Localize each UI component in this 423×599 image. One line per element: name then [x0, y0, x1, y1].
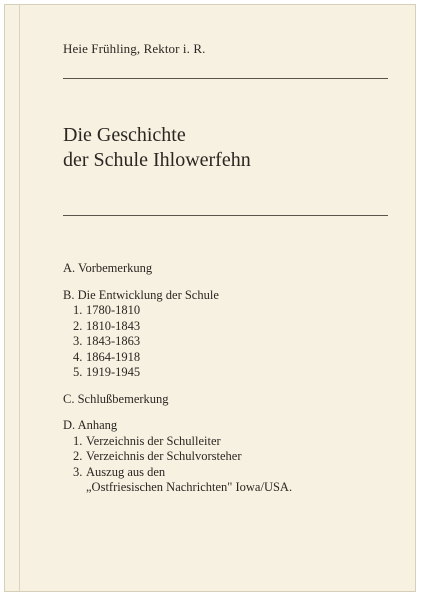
toc-item-text: Verzeichnis der Schulleiter — [86, 433, 221, 448]
toc-section-label: C. Schlußbemerkung — [63, 391, 169, 406]
toc-item-text: 1810-1843 — [86, 318, 141, 333]
toc-item-text: Auszug aus den — [86, 464, 166, 479]
toc-item-number: 4. — [73, 349, 83, 364]
page-fold-line — [19, 5, 20, 591]
toc-item — [73, 365, 292, 381]
table-of-contents — [63, 261, 292, 507]
toc-section-c — [63, 392, 292, 408]
toc-item — [73, 434, 292, 450]
toc-section-label: A. Vorbemerkung — [63, 261, 153, 275]
toc-item-text: 1864-1918 — [86, 349, 141, 364]
toc-item-number: 2. — [73, 318, 83, 333]
bottom-divider — [63, 215, 388, 216]
toc-item — [73, 449, 292, 465]
toc-item-text: Verzeichnis der Schulvorsteher — [86, 449, 242, 463]
toc-item-text: 1843-1863 — [86, 334, 141, 348]
top-divider — [63, 78, 388, 79]
author-line: Heie Frühling, Rektor i. R. — [63, 41, 206, 56]
toc-item — [73, 303, 292, 319]
toc-section-d — [63, 418, 292, 496]
toc-item-text: 1780-1810 — [86, 303, 141, 317]
book-title — [63, 123, 251, 173]
book-page — [4, 4, 416, 592]
toc-subitems — [63, 303, 292, 381]
toc-item — [73, 319, 292, 335]
toc-item-number: 5. — [73, 365, 83, 379]
toc-item — [73, 350, 292, 366]
toc-item-number: 1. — [73, 303, 83, 317]
toc-item-number: 1. — [73, 433, 83, 448]
title-line-2: der Schule Ihlowerfehn — [63, 149, 251, 171]
toc-subitems — [63, 434, 292, 496]
toc-item — [73, 334, 292, 350]
toc-section-a — [63, 261, 292, 277]
toc-section-b — [63, 288, 292, 381]
toc-section-label: B. Die Entwicklung der Schule — [63, 287, 219, 302]
toc-item — [73, 465, 292, 481]
toc-section-label: D. Anhang — [63, 418, 118, 432]
toc-item-continuation: „Ostfriesischen Nachrichten" Iowa/USA. — [86, 480, 293, 494]
title-line-1: Die Geschichte — [63, 124, 186, 146]
toc-item-number: 3. — [73, 464, 83, 479]
toc-item-text: 1919-1945 — [86, 365, 141, 379]
toc-item-number: 2. — [73, 449, 83, 463]
toc-item-number: 3. — [73, 334, 83, 348]
